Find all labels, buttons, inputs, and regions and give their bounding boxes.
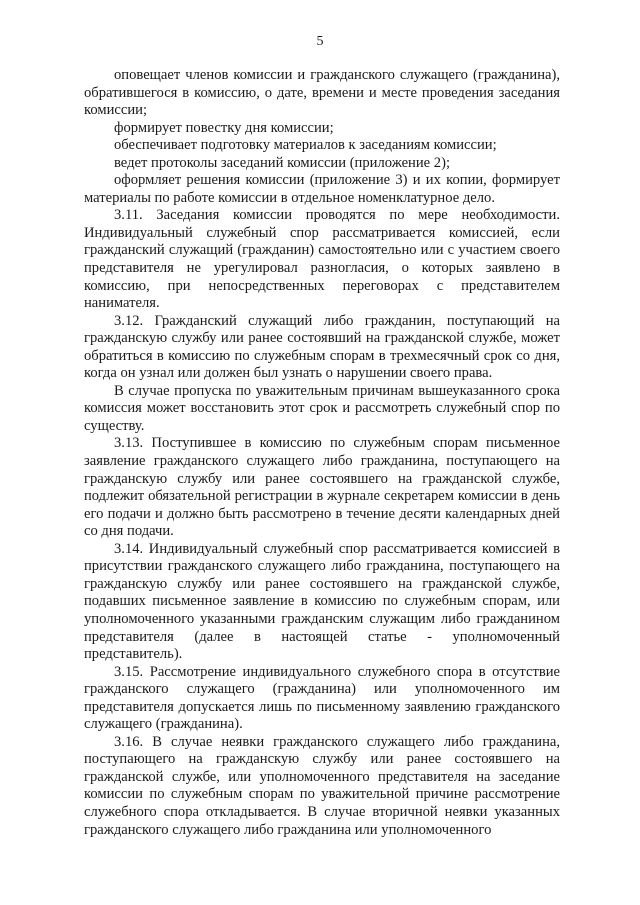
paragraph: 3.14. Индивидуальный служебный спор рассматривается комиссией в присутствии гражданского служащего либо гражданина, поступающего на гражданскую службу или ранее состоявшего на гражданской службе, подавших письменное заявление в комиссию по служебным спорам, или уполномоченного указанными гражданским служащим либо гражданином представителя (далее в настоящей статье - уполномоченный представитель). [84,540,560,663]
paragraph: 3.11. Заседания комиссии проводятся по мере необходимости. Индивидуальный служебный спор рассматривается комиссией, если гражданский служащий (гражданин) самостоятельно или с участием своего представителя не урегулировал разногласия, о которых заявлено в комиссию, при непосредственных переговорах с представителем нанимателя. [84,207,560,312]
paragraph: формирует повестку дня комиссии; [114,119,334,136]
page-number: 5 [316,34,324,49]
paragraph: обеспечивает подготовку материалов к заседаниям комиссии; [114,137,497,154]
paragraph: 3.13. Поступившее в комиссию по служебным спорам письменное заявление гражданского служащего либо гражданина, поступающего на гражданскую службу или ранее состоявшего на гражданской службе, подлежит обязательной регистрации в журнале секретарем комиссии в день его подачи и должно быть рассмотрено в течение десяти календарных дней со дня подачи. [84,435,560,540]
paragraph: ведет протоколы заседаний комиссии (приложение 2); [114,154,451,171]
paragraph: В случае пропуска по уважительным причинам вышеуказанного срока комиссия может восстановить этот срок и рассмотреть служебный спор по существу. [84,382,560,434]
paragraph: оформляет решения комиссии (приложение 3) и их копии, формирует материалы по работе комиссии в отдельное номенклатурное дело. [84,172,560,206]
paragraph: 3.15. Рассмотрение индивидуального служебного спора в отсутствие гражданского служащего (гражданина) или уполномоченного им представителя допускается лишь по письменному заявлению гражданского служащего (гражданина). [84,663,560,733]
document-body [84,67,560,839]
paragraph: 3.12. Гражданский служащий либо гражданин, поступающий на гражданскую службу или ранее состоявший на гражданской службе, может обратиться в комиссию по служебным спорам в трехмесячный срок со дня, когда он узнал или должен был узнать о нарушении своего права. [84,312,560,382]
paragraph: оповещает членов комиссии и гражданского служащего (гражданина), обратившегося в комиссию, о дате, времени и месте проведения заседания комиссии; [84,67,560,119]
paragraph: 3.16. В случае неявки гражданского служащего либо гражданина, поступающего на гражданскую службу или ранее состоявшего на гражданской службе, или уполномоченного представителя на заседание комиссии по служебным спорам по уважительной причине рассмотрение служебного спора откладывается. В случае вторичной неявки указанных гражданского служащего либо гражданина или уполномоченного [84,733,560,838]
